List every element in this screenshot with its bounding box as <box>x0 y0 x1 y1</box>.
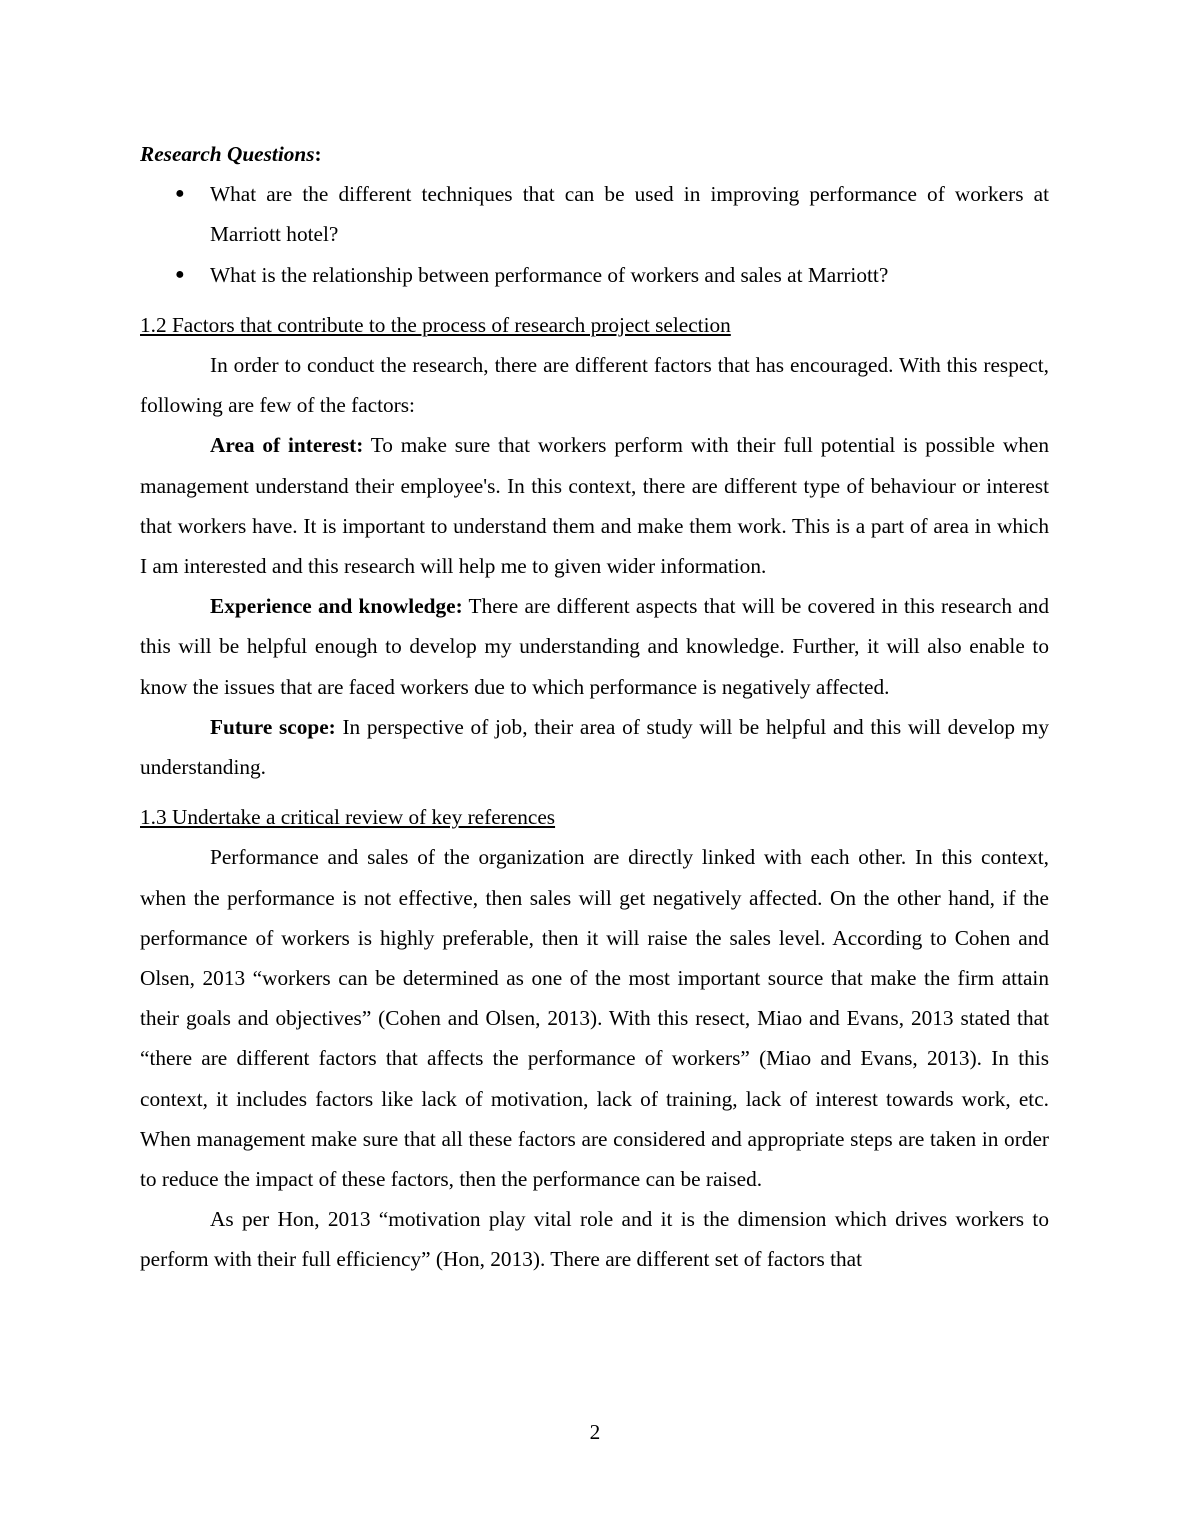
section-heading-1-3: 1.3 Undertake a critical review of key references <box>140 805 556 830</box>
research-question-text: What are the different techniques that can be used in improving performance of workers at Marriott hotel? <box>210 182 1049 247</box>
list-item <box>140 174 1049 254</box>
paragraph-text: In perspective of job, their area of study will be helpful and this will develop my understanding. <box>140 714 1049 780</box>
page-body <box>140 134 1049 1280</box>
paragraph-future-scope <box>140 707 1049 787</box>
page-number: 2 <box>589 1420 601 1444</box>
bullet-icon: ● <box>175 265 185 283</box>
paragraph-lead: Experience and knowledge: <box>210 594 463 619</box>
list-item <box>140 255 1049 295</box>
research-questions-title: Research Questions <box>140 142 315 166</box>
paragraph: As per Hon, 2013 “motivation play vital role and it is the dimension which drives workers to perform with their full efficiency” (Hon, 2013). There are different set of factors that <box>140 1207 1049 1272</box>
section-heading-1-2: 1.2 Factors that contribute to the process of research project selection <box>140 312 731 337</box>
paragraph: Performance and sales of the organization are directly linked with each other. In this context, when the performance is not effective, then sales will get negatively affected. On the other hand, if the performance of workers is highly preferable, then it will raise the sales level. According to Cohen and Olsen, 2013 “workers can be determined as one of the most important source that make the firm attain their goals and objectives” (Cohen and Olsen, 2013). With this resect, Miao and Evans, 2013 stated that “there are different factors that affects the performance of workers” (Miao and Evans, 2013). In this context, it includes factors like lack of motivation, lack of training, lack of interest towards work, etc. When management make sure that all these factors are considered and appropriate steps are taken in order to reduce the impact of these factors, then the performance can be raised. <box>140 845 1049 1192</box>
research-questions-list <box>140 174 1049 295</box>
research-questions-colon: : <box>314 142 322 166</box>
paragraph-lead: Future scope: <box>210 714 336 739</box>
research-question-text: What is the relationship between performance of workers and sales at Marriott? <box>210 262 889 287</box>
paragraph-area-of-interest <box>140 425 1049 586</box>
bullet-icon: ● <box>175 185 185 203</box>
paragraph-lead: Area of interest: <box>210 433 364 458</box>
paragraph-text: To make sure that workers perform with their full potential is possible when management understand their employee's. In this context, there are different type of behaviour or interest that workers have. It is important to understand them and make them work. This is a part of area in which I am interested and this research will help me to given wider information. <box>140 433 1049 579</box>
paragraph-text: There are different aspects that will be covered in this research and this will be helpful enough to develop my understanding and knowledge. Further, it will also enable to know the issues that are faced workers due to which performance is negatively affected. <box>140 594 1049 699</box>
paragraph-experience-knowledge <box>140 586 1049 707</box>
research-questions-heading <box>140 134 1049 174</box>
paragraph: In order to conduct the research, there are different factors that has encouraged. With this respect, following are few of the factors: <box>140 353 1049 418</box>
